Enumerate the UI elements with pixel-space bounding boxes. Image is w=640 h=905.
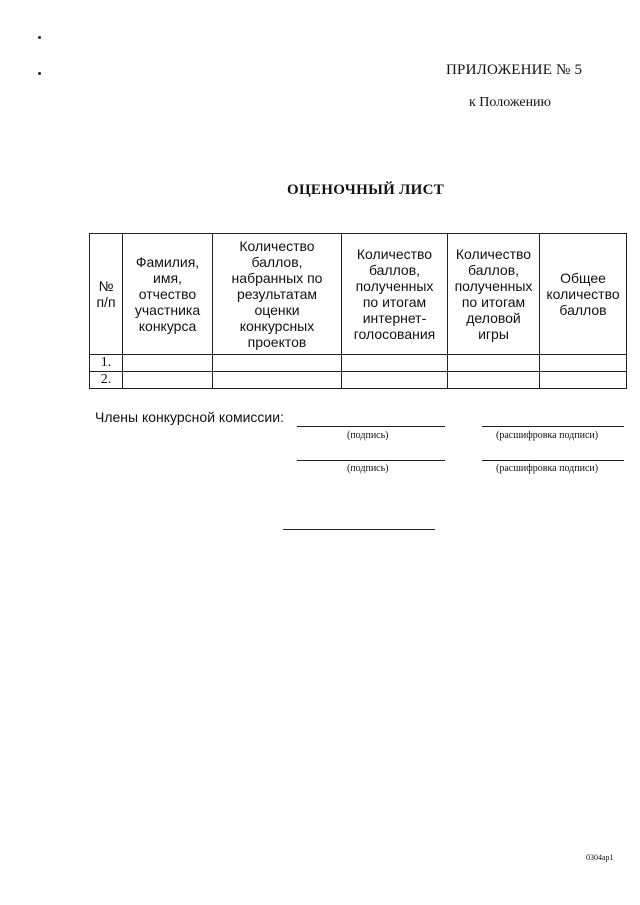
table-cell[interactable] <box>540 355 627 372</box>
scan-speck <box>38 72 41 75</box>
signature-caption: (подпись) <box>347 463 389 474</box>
table-row <box>90 355 627 372</box>
signature-line[interactable] <box>297 460 445 461</box>
table-row <box>90 372 627 389</box>
signature-decode-line[interactable] <box>482 426 624 427</box>
header-cell-participant-name: Фамилия, имя, отчество участника конкурса <box>123 234 213 355</box>
table-cell[interactable] <box>448 372 540 389</box>
signature-decode-caption: (расшифровка подписи) <box>496 463 599 474</box>
signature-decode-line[interactable] <box>482 460 624 461</box>
header-cell-project-score: Количество баллов, набранных по результатам оценки конкурсных проектов <box>213 234 342 355</box>
table-cell[interactable] <box>213 372 342 389</box>
table-cell[interactable] <box>213 355 342 372</box>
header-cell-business-game-score: Количество баллов, полученных по итогам деловой игры <box>448 234 540 355</box>
row-number: 2. <box>90 372 123 389</box>
header-cell-total-score: Общее количество баллов <box>540 234 627 355</box>
document-title: ОЦЕНОЧНЫЙ ЛИСТ <box>287 182 445 198</box>
scan-speck <box>38 36 41 39</box>
commission-members-label: Члены конкурсной комиссии: <box>95 409 284 425</box>
footer-code: 0304ap1 <box>586 853 614 862</box>
table-cell[interactable] <box>123 372 213 389</box>
header-cell-number: № п/п <box>90 234 123 355</box>
signature-decode-caption: (расшифровка подписи) <box>496 430 599 441</box>
signature-caption: (подпись) <box>347 430 389 441</box>
signature-line[interactable] <box>297 426 445 427</box>
blank-line[interactable] <box>283 529 435 530</box>
evaluation-table <box>89 233 627 389</box>
row-number: 1. <box>90 355 123 372</box>
appendix-subtitle: к Положению <box>469 95 552 110</box>
table-cell[interactable] <box>123 355 213 372</box>
appendix-title: ПРИЛОЖЕНИЕ № 5 <box>446 62 583 78</box>
table-cell[interactable] <box>342 372 448 389</box>
table-cell[interactable] <box>448 355 540 372</box>
table-header-row <box>90 234 627 355</box>
table-cell[interactable] <box>540 372 627 389</box>
table-cell[interactable] <box>342 355 448 372</box>
header-cell-internet-vote-score: Количество баллов, полученных по итогам интернет- голосования <box>342 234 448 355</box>
